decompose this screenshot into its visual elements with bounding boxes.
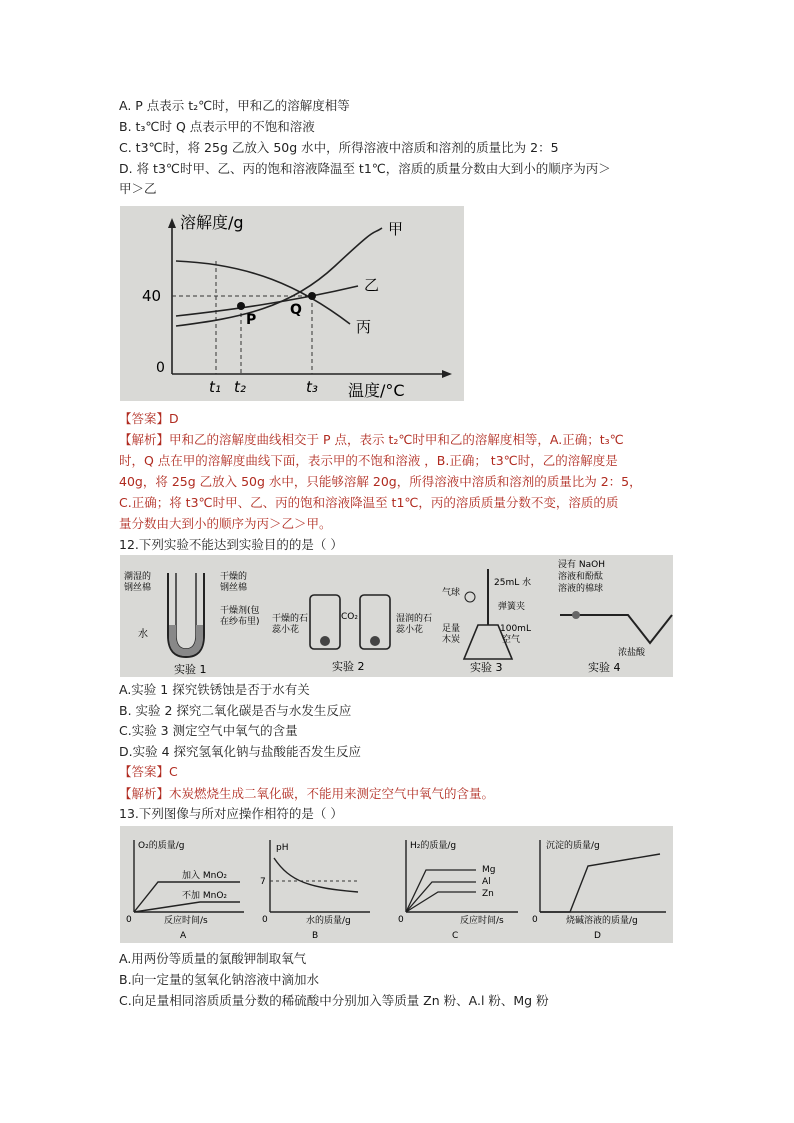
a-series2: 不加 MnO₂ xyxy=(182,891,228,901)
x-arrow xyxy=(442,370,452,378)
c-zero: 0 xyxy=(398,915,404,925)
e1-dry-line1: 干燥的 xyxy=(220,572,248,582)
a-label: A xyxy=(180,931,187,941)
q13-option-b: B.向一定量的氢氧化钠溶液中滴加水 xyxy=(119,972,320,987)
b-label: B xyxy=(312,931,319,941)
q11-option-b: B. t₃℃时 Q 点表示甲的不饱和溶液 xyxy=(119,119,315,134)
point-q xyxy=(308,292,316,300)
label-q: Q xyxy=(290,302,302,318)
curve-label-yi: 乙 xyxy=(364,276,380,294)
e3-carbon-line1: 足量 xyxy=(442,624,461,634)
label-p: P xyxy=(246,312,257,328)
q11-analysis-5: 量分数由大到小的顺序为丙＞乙＞甲。 xyxy=(119,516,332,531)
e3-clip: 弹簧夹 xyxy=(498,602,526,612)
q11-option-d-cont: 甲＞乙 xyxy=(119,181,157,196)
curve-jia xyxy=(176,228,382,326)
e3-balloon: 气球 xyxy=(442,588,461,598)
c-xlabel: 反应时间/s xyxy=(460,916,504,926)
a-ylabel: O₂的质量/g xyxy=(138,841,185,851)
d-xlabel: 烧碱溶液的质量/g xyxy=(566,916,638,926)
e1-water: 水 xyxy=(138,629,148,640)
d-label: D xyxy=(594,931,601,941)
d-zero: 0 xyxy=(532,915,538,925)
b-curve xyxy=(274,858,358,892)
e2-wet-line2: 蕊小花 xyxy=(396,625,424,635)
flower-wet xyxy=(370,636,380,646)
x-label: 温度/°C xyxy=(348,381,405,400)
e4-hcl: 浓盐酸 xyxy=(618,648,646,658)
e2-label: 实验 2 xyxy=(332,660,365,673)
e4-tube xyxy=(560,615,672,643)
a-xlabel: 反应时间/s xyxy=(164,916,208,926)
u-tube-inner xyxy=(176,573,196,649)
u-tube-water xyxy=(169,625,203,656)
q11-option-d: D. 将 t3℃时甲、乙、丙的饱和溶液降温至 t1℃，溶质的质量分数由大到小的顺序为丙＞ xyxy=(119,161,611,176)
solubility-chart xyxy=(120,206,464,401)
c-al: Al xyxy=(482,877,491,887)
c-label: C xyxy=(452,931,459,941)
q11-answer: 【答案】D xyxy=(119,411,179,426)
t2-label: t₂ xyxy=(234,378,246,396)
q11-option-c: C. t3℃时，将 25g 乙放入 50g 水中，所得溶液中溶质和溶剂的质量比为 2：5 xyxy=(119,140,559,155)
e3-water: 25mL 水 xyxy=(494,578,532,588)
q11-analysis-3: 40g，将 25g 乙放入 50g 水中，只能够溶解 20g，所得溶液中溶质和溶剂的质量比为 2：5， xyxy=(119,474,642,489)
c-mg: Mg xyxy=(482,865,496,875)
flower-dry xyxy=(320,636,330,646)
q13-option-a: A.用两份等质量的氯酸钾制取氧气 xyxy=(119,951,307,966)
graphs-drawing xyxy=(120,826,673,943)
a-series1: 加入 MnO₂ xyxy=(182,871,228,881)
c-zn: Zn xyxy=(482,889,494,899)
e4-label: 实验 4 xyxy=(588,661,621,674)
q11-analysis-1: 【解析】甲和乙的溶解度曲线相交于 P 点，表示 t₂℃时甲和乙的溶解度相等，A.正确；t₃℃ xyxy=(119,432,624,447)
q12-answer: 【答案】C xyxy=(119,764,178,779)
e3-balloon-shape xyxy=(465,592,475,602)
a-curve-no-mno2 xyxy=(134,902,240,912)
d-ylabel: 沉淀的质量/g xyxy=(546,841,600,851)
e2-dry-line2: 蕊小花 xyxy=(272,625,300,635)
t3-label: t₃ xyxy=(306,378,318,396)
y-label: 溶解度/g xyxy=(180,213,244,232)
q13-stem: 13.下列图像与所对应操作相符的是（ ） xyxy=(119,806,343,821)
e4-cotton-ball xyxy=(572,611,580,619)
b-xlabel: 水的质量/g xyxy=(306,916,351,926)
c-ylabel: H₂的质量/g xyxy=(410,841,457,851)
q12-option-d: D.实验 4 探究氢氧化钠与盐酸能否发生反应 xyxy=(119,744,361,759)
e1-wet-line2: 钢丝棉 xyxy=(124,583,152,593)
b-seven: 7 xyxy=(260,877,266,887)
experiments-figure xyxy=(120,555,673,677)
solubility-figure xyxy=(120,206,464,401)
q11-analysis-2: 时，Q 点在甲的溶解度曲线下面，表示甲的不饱和溶液 ，B.正确； t3℃时，乙的溶解度是 xyxy=(119,453,618,468)
a-zero: 0 xyxy=(126,915,132,925)
q12-option-a: A.实验 1 探究铁锈蚀是否于水有关 xyxy=(119,682,310,697)
e4-cotton-line2: 溶液和酚酞 xyxy=(558,572,604,582)
curve-label-jia: 甲 xyxy=(388,220,404,238)
e3-air-line1: 100mL xyxy=(500,624,531,634)
origin-label: 0 xyxy=(156,360,165,376)
c-curve-zn xyxy=(406,892,476,912)
point-p xyxy=(237,302,245,310)
q12-option-c: C.实验 3 测定空气中氧气的含量 xyxy=(119,723,298,738)
q12-stem: 12.下列实验不能达到实验目的的是（ ） xyxy=(119,537,343,552)
q11-analysis-4: C.正确；将 t3℃时甲、乙、丙的饱和溶液降温至 t1℃，丙的溶质质量分数不变，溶质的质 xyxy=(119,495,619,510)
e1-wet-line1: 潮湿的 xyxy=(124,572,152,582)
b-ylabel: pH xyxy=(276,843,289,853)
experiments-drawing xyxy=(120,555,673,677)
curve-label-bing: 丙 xyxy=(356,318,372,336)
q13-option-c: C.向足量相同溶质质量分数的稀硫酸中分别加入等质量 Zn 粉、A.l 粉、Mg 粉 xyxy=(119,993,549,1008)
y-tick-40: 40 xyxy=(142,287,162,305)
e1-desiccant-line1: 干燥剂(包 xyxy=(220,606,260,616)
e1-dry-line2: 钢丝棉 xyxy=(220,583,248,593)
e3-label: 实验 3 xyxy=(470,661,503,674)
d-curve xyxy=(540,854,660,912)
y-arrow xyxy=(168,218,176,228)
q11-option-a: A. P 点表示 t₂℃时，甲和乙的溶解度相等 xyxy=(119,98,350,113)
e3-air-line2: 空气 xyxy=(502,635,521,645)
q12-option-b: B. 实验 2 探究二氧化碳是否与水发生反应 xyxy=(119,703,352,718)
curve-bing xyxy=(176,261,350,324)
e2-co2: CO₂ xyxy=(341,612,358,622)
e3-carbon-line2: 木炭 xyxy=(442,635,461,645)
e4-cotton-line1: 浸有 NaOH xyxy=(558,560,605,570)
c-curve-al xyxy=(406,882,476,912)
curve-yi xyxy=(176,286,358,316)
graphs-figure xyxy=(120,826,673,943)
q12-analysis: 【解析】木炭燃烧生成二氧化碳，不能用来测定空气中氧气的含量。 xyxy=(119,786,495,801)
t1-label: t₁ xyxy=(209,378,221,396)
e1-label: 实验 1 xyxy=(174,663,207,676)
e2-wet-line1: 湿润的石 xyxy=(396,614,433,624)
e2-dry-line1: 干燥的石 xyxy=(272,614,309,624)
b-zero: 0 xyxy=(262,915,268,925)
e1-desiccant-line2: 在纱布里) xyxy=(220,617,260,627)
e4-cotton-line3: 溶液的棉球 xyxy=(558,584,604,594)
